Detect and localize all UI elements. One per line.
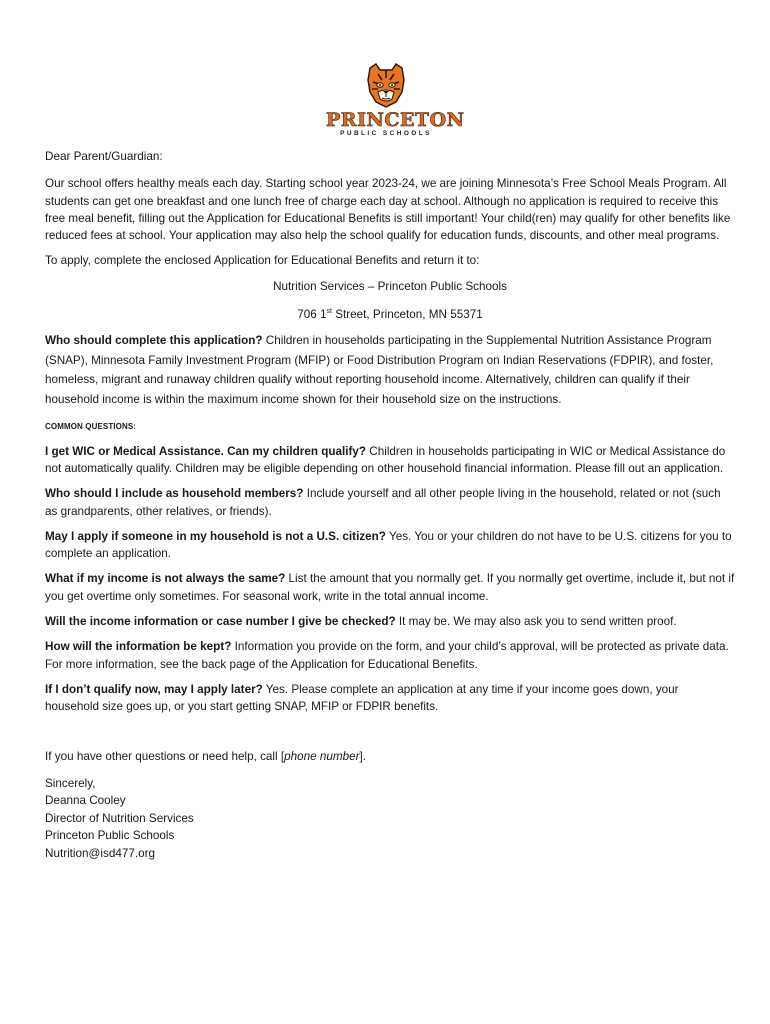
faq-question: How will the information be kept? <box>45 640 232 654</box>
address-ordinal: st <box>326 308 332 316</box>
phone-placeholder: phone number <box>284 749 360 763</box>
faq-item <box>45 570 735 605</box>
logo-wordmark: PRINCETON <box>326 109 465 131</box>
school-logo <box>326 62 465 138</box>
faq-answer: Information you provide on the form, and your child’s approval, will be protected as private data. For more information, see the back page of the Application for Educational Benefits. <box>45 640 729 671</box>
faq-answer: List the amount that you normally get. If you normally get overtime, include it, but not if you get overtime only sometimes. For seasonal work, write in the total annual income. <box>45 572 735 603</box>
salutation: Dear Parent/Guardian: <box>45 150 163 163</box>
who-answer: Children in households participating in the Supplemental Nutrition Assistance Program (SNAP), Minnesota Family Investment Program (MFIP) or Food Distribution Program on Indian Reservations (FDPIR), and foster, homeless, migrant and runaway children qualify without reporting household income. Alternatively, children can qualify if their household income is within the maximum income shown for their household size on the instructions. <box>45 334 714 407</box>
help-text: If you have other questions or need help, call [ <box>45 749 285 763</box>
logo-subtitle: PUBLIC SCHOOLS <box>340 130 432 137</box>
faq-item <box>45 638 735 673</box>
signer-organization: Princeton Public Schools <box>45 829 175 843</box>
faq-question: I get WIC or Medical Assistance. Can my children qualify? <box>45 444 367 458</box>
faq-answer: It may be. We may also ask you to send written proof. <box>395 615 677 629</box>
help-text-end: ]. <box>359 749 366 763</box>
letter-body <box>45 146 735 862</box>
faq-item <box>45 528 735 563</box>
faq-answer: Include yourself and all other people living in the household, related or not (such as grandparents, other relatives, or friends). <box>45 487 721 518</box>
faq-question: If I don’t qualify now, may I apply later? <box>45 682 263 696</box>
address-number: 706 1 <box>297 307 327 321</box>
faq-question: What if my income is not always the same? <box>45 572 286 586</box>
faq-item <box>45 443 735 478</box>
address-line-2 <box>45 303 735 323</box>
tiger-head-icon <box>364 62 408 108</box>
intro-paragraph: Our school offers healthy meals each day. Starting school year 2023-24, we are joining Minnesota’s Free School Meals Program. All students can get one breakfast and one lunch free of charge each day at school. Although no application is required to receive this free meal benefit, filling out the Application for Educational Benefits is still important! Your child(ren) may qualify for other benefits like reduced fees at school. Your application may also help the school qualify for education funds, discounts, and other meal programs. <box>45 177 731 243</box>
who-should-apply <box>45 331 735 409</box>
address-line-1: Nutrition Services – Princeton Public Schools <box>273 279 507 293</box>
faq-question: May I apply if someone in my household is not a U.S. citizen? <box>45 529 386 543</box>
faq-answer: Children in households participating in WIC or Medical Assistance do not automatically qualify. Children may be eligible depending on other household financial information. Please fill out an application. <box>45 444 726 475</box>
address-rest: Street, Princeton, MN 55371 <box>331 307 483 321</box>
apply-instructions: To apply, complete the enclosed Application for Educational Benefits and return it to: <box>45 254 480 268</box>
faq-answer: Yes. Please complete an application at any time if your income goes down, your household size goes up, or you start getting SNAP, MFIP or FDPIR benefits. <box>45 682 679 714</box>
help-line <box>45 748 735 765</box>
faq-item <box>45 681 735 716</box>
faq-question: Will the income information or case number I give be checked? <box>45 615 396 629</box>
faq-answer: Yes. You or your children do not have to be U.S. citizens for you to complete an application. <box>45 529 732 561</box>
faq-question: Who should I include as household members? <box>45 487 304 501</box>
signature-block <box>45 775 735 863</box>
faq-item <box>45 485 735 520</box>
who-question: Who should complete this application? <box>45 334 263 348</box>
signer-name: Deanna Cooley <box>45 794 126 808</box>
common-questions-heading: COMMON QUESTIONS: <box>45 421 137 431</box>
faq-item <box>45 613 735 630</box>
signer-email: Nutrition@isd477.org <box>45 846 155 860</box>
closing: Sincerely, <box>45 776 96 790</box>
signer-title: Director of Nutrition Services <box>45 811 194 825</box>
